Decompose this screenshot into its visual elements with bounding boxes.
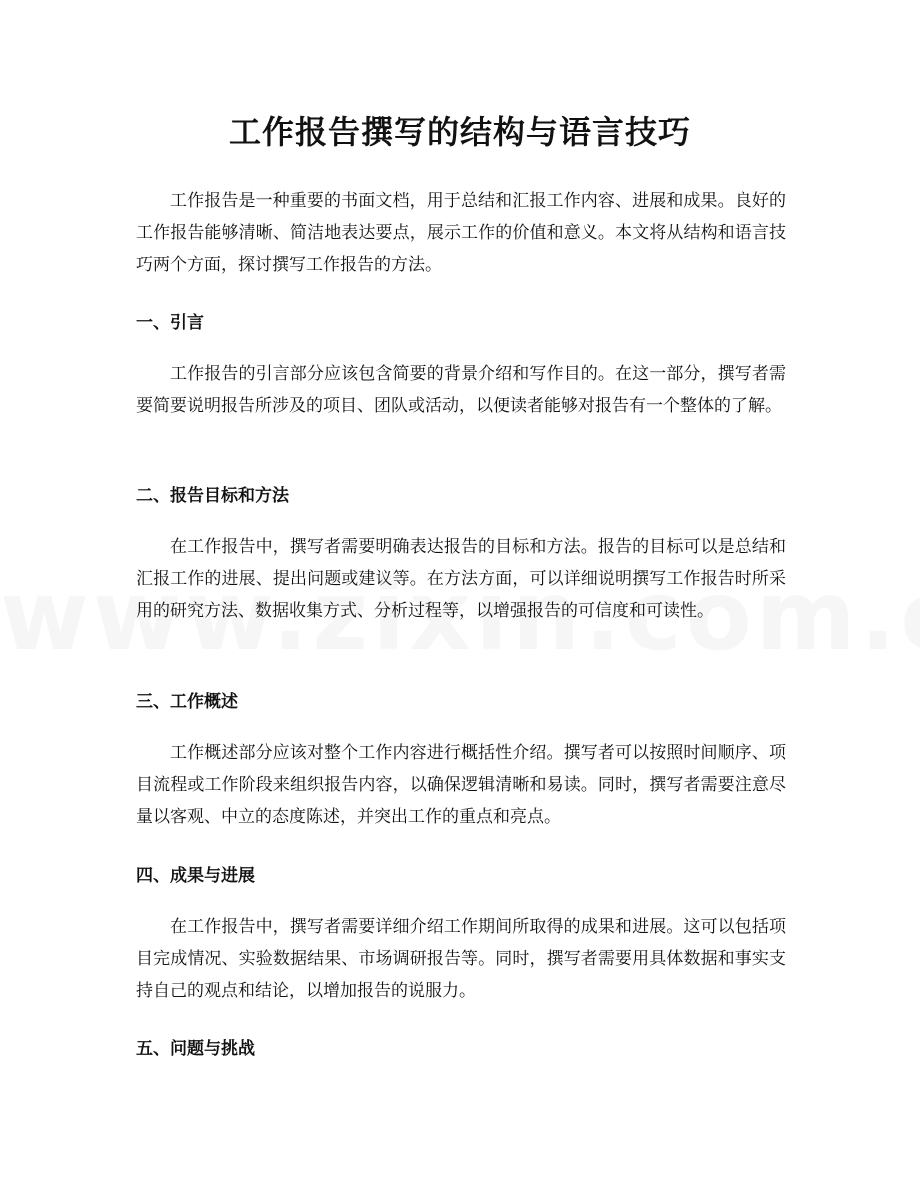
section-heading-work-overview: 三、工作概述 <box>136 692 238 712</box>
section-body-results-progress: 在工作报告中，撰写者需要详细介绍工作期间所取得的成果和进展。这可以包括项目完成情况、实验数据结果、市场调研报告等。同时，撰写者需要用具体数据和事实支持自己的观点和结论，以增加报告的说服力。 <box>136 917 786 1001</box>
document-title: 工作报告撰写的结构与语言技巧 <box>228 113 691 151</box>
section-body-introduction: 工作报告的引言部分应该包含简要的背景介绍和写作目的。在这一部分，撰写者需要简要说明报告所涉及的项目、团队或活动，以便读者能够对报告有一个整体的了解。 <box>136 364 786 416</box>
section-body-work-overview: 工作概述部分应该对整个工作内容进行概括性介绍。撰写者可以按照时间顺序、项目流程或工作阶段来组织报告内容，以确保逻辑清晰和易读。同时，撰写者需要注意尽量以客观、中立的态度陈述，并突出工作的重点和亮点。 <box>136 743 786 827</box>
section-body-goals-methods: 在工作报告中，撰写者需要明确表达报告的目标和方法。报告的目标可以是总结和汇报工作的进展、提出问题或建议等。在方法方面，可以详细说明撰写工作报告时所采用的研究方法、数据收集方式、分析过程等，以增强报告的可信度和可读性。 <box>136 537 786 621</box>
section-heading-introduction: 一、引言 <box>136 313 204 333</box>
intro-paragraph: 工作报告是一种重要的书面文档，用于总结和汇报工作内容、进展和成果。良好的工作报告能够清晰、简洁地表达要点，展示工作的价值和意义。本文将从结构和语言技巧两个方面，探讨撰写工作报告的方法。 <box>136 191 786 275</box>
section-heading-goals-methods: 二、报告目标和方法 <box>136 486 289 506</box>
section-heading-results-progress: 四、成果与进展 <box>136 866 255 886</box>
section-heading-problems-challenges: 五、问题与挑战 <box>136 1039 255 1059</box>
